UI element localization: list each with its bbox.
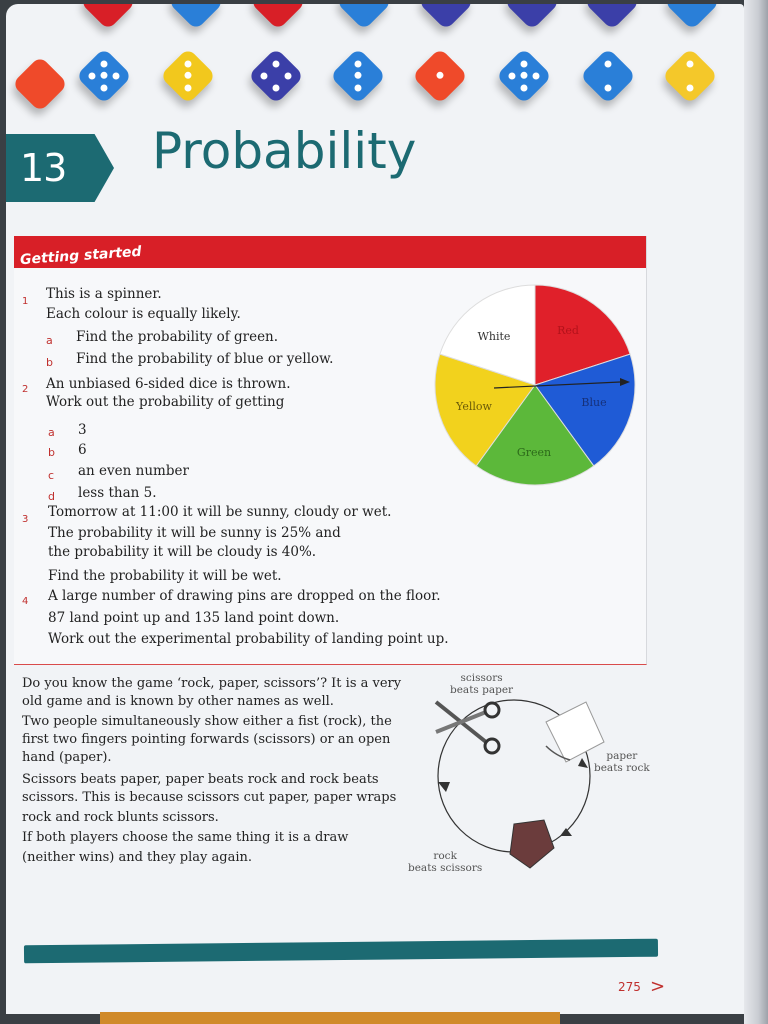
spinner-label-blue: Blue	[581, 396, 607, 409]
die-icon	[662, 48, 719, 105]
question-text: Find the probability it will be wet.	[48, 568, 282, 584]
die-icon	[418, 4, 475, 30]
rps-paragraph-line: hand (paper).	[22, 750, 112, 765]
question-number: 2	[22, 384, 29, 395]
textbook-page	[6, 4, 744, 1014]
die-icon	[412, 48, 469, 105]
die-icon	[330, 48, 387, 105]
part-text: 3	[78, 422, 87, 438]
part-letter: d	[48, 490, 55, 503]
die-icon	[76, 48, 133, 105]
question-number: 1	[22, 296, 29, 307]
rps-paragraph-line: Scissors beats paper, paper beats rock and rock beats	[22, 772, 379, 787]
book-edge	[100, 1012, 560, 1024]
part-text: Find the probability of green.	[76, 329, 279, 345]
rps-paragraph-line: first two fingers pointing forwards (scissors) or an open	[22, 732, 391, 747]
part-text: Find the probability of blue or yellow.	[76, 351, 334, 367]
rps-paragraph-line: scissors. This is because scissors cut paper, paper wraps	[22, 790, 397, 805]
scissors-caption: scissors beats paper	[450, 672, 514, 696]
question-text: An unbiased 6-sided dice is thrown.	[46, 376, 291, 392]
question-number: 3	[22, 514, 29, 525]
question-text: the probability it will be cloudy is 40%.	[48, 544, 317, 560]
chapter-number: 13	[20, 146, 67, 190]
rps-paragraph-line: Two people simultaneously show either a fist (rock), the	[22, 714, 392, 729]
dice-banner	[6, 4, 744, 42]
die-icon	[504, 4, 561, 30]
getting-started-label: Getting started	[19, 243, 143, 269]
part-letter: a	[48, 426, 55, 439]
spinner-label-yellow: Yellow	[456, 400, 492, 413]
question-number: 4	[22, 596, 29, 607]
scissors-icon	[436, 702, 499, 753]
paper-caption: paper beats rock	[594, 750, 650, 774]
part-text: 6	[78, 442, 87, 458]
question-text: Work out the probability of getting	[46, 394, 285, 410]
question-text: Work out the experimental probability of landing point up.	[48, 631, 449, 647]
question-text: A large number of drawing pins are dropped on the floor.	[48, 588, 441, 604]
die-icon	[248, 48, 305, 105]
spinner-label-green: Green	[516, 446, 552, 459]
rock-icon	[510, 820, 554, 868]
rps-paragraph-line: Do you know the game ‘rock, paper, scissors’? It is a very	[22, 676, 402, 691]
rps-paragraph-line: rock and rock blunts scissors.	[22, 810, 219, 825]
part-text: less than 5.	[78, 485, 157, 501]
page-number: 275	[618, 980, 641, 994]
part-text: an even number	[78, 463, 189, 479]
die-icon	[584, 4, 641, 30]
part-letter: c	[48, 469, 55, 482]
die-icon	[12, 56, 69, 113]
spinner-label-red: Red	[557, 324, 579, 337]
part-letter: a	[46, 334, 53, 347]
rps-diagram	[406, 672, 666, 882]
question-text: Each colour is equally likely.	[46, 306, 241, 322]
die-icon	[496, 48, 553, 105]
part-letter: b	[48, 446, 55, 459]
question-text: 87 land point up and 135 land point down.	[48, 610, 340, 626]
part-letter: b	[46, 356, 53, 369]
page-edge	[744, 0, 768, 1024]
die-icon	[336, 4, 393, 30]
die-icon	[664, 4, 721, 30]
rock-caption: rock beats scissors	[408, 850, 483, 874]
rps-paragraph-line: (neither wins) and they play again.	[22, 850, 253, 865]
arrow-icon	[560, 828, 572, 836]
arrow-icon	[578, 758, 588, 768]
question-text: The probability it will be sunny is 25% and	[48, 525, 341, 541]
spinner-label-white: White	[477, 330, 511, 343]
die-icon	[250, 4, 307, 30]
dice-banner	[6, 50, 744, 110]
footer-bar	[24, 939, 658, 964]
chapter-title: Probability	[152, 122, 417, 180]
die-icon	[160, 48, 217, 105]
question-text: This is a spinner.	[46, 286, 162, 302]
die-icon	[580, 48, 637, 105]
question-text: Tomorrow at 11:00 it will be sunny, cloudy or wet.	[48, 504, 392, 520]
rps-paragraph-line: If both players choose the same thing it is a draw	[22, 830, 349, 845]
spinner-diagram	[434, 282, 636, 488]
die-icon	[80, 4, 137, 30]
die-icon	[168, 4, 225, 30]
next-page-arrow-icon: >	[650, 976, 666, 997]
rps-paragraph-line: old game and is known by other names as well.	[22, 694, 334, 709]
